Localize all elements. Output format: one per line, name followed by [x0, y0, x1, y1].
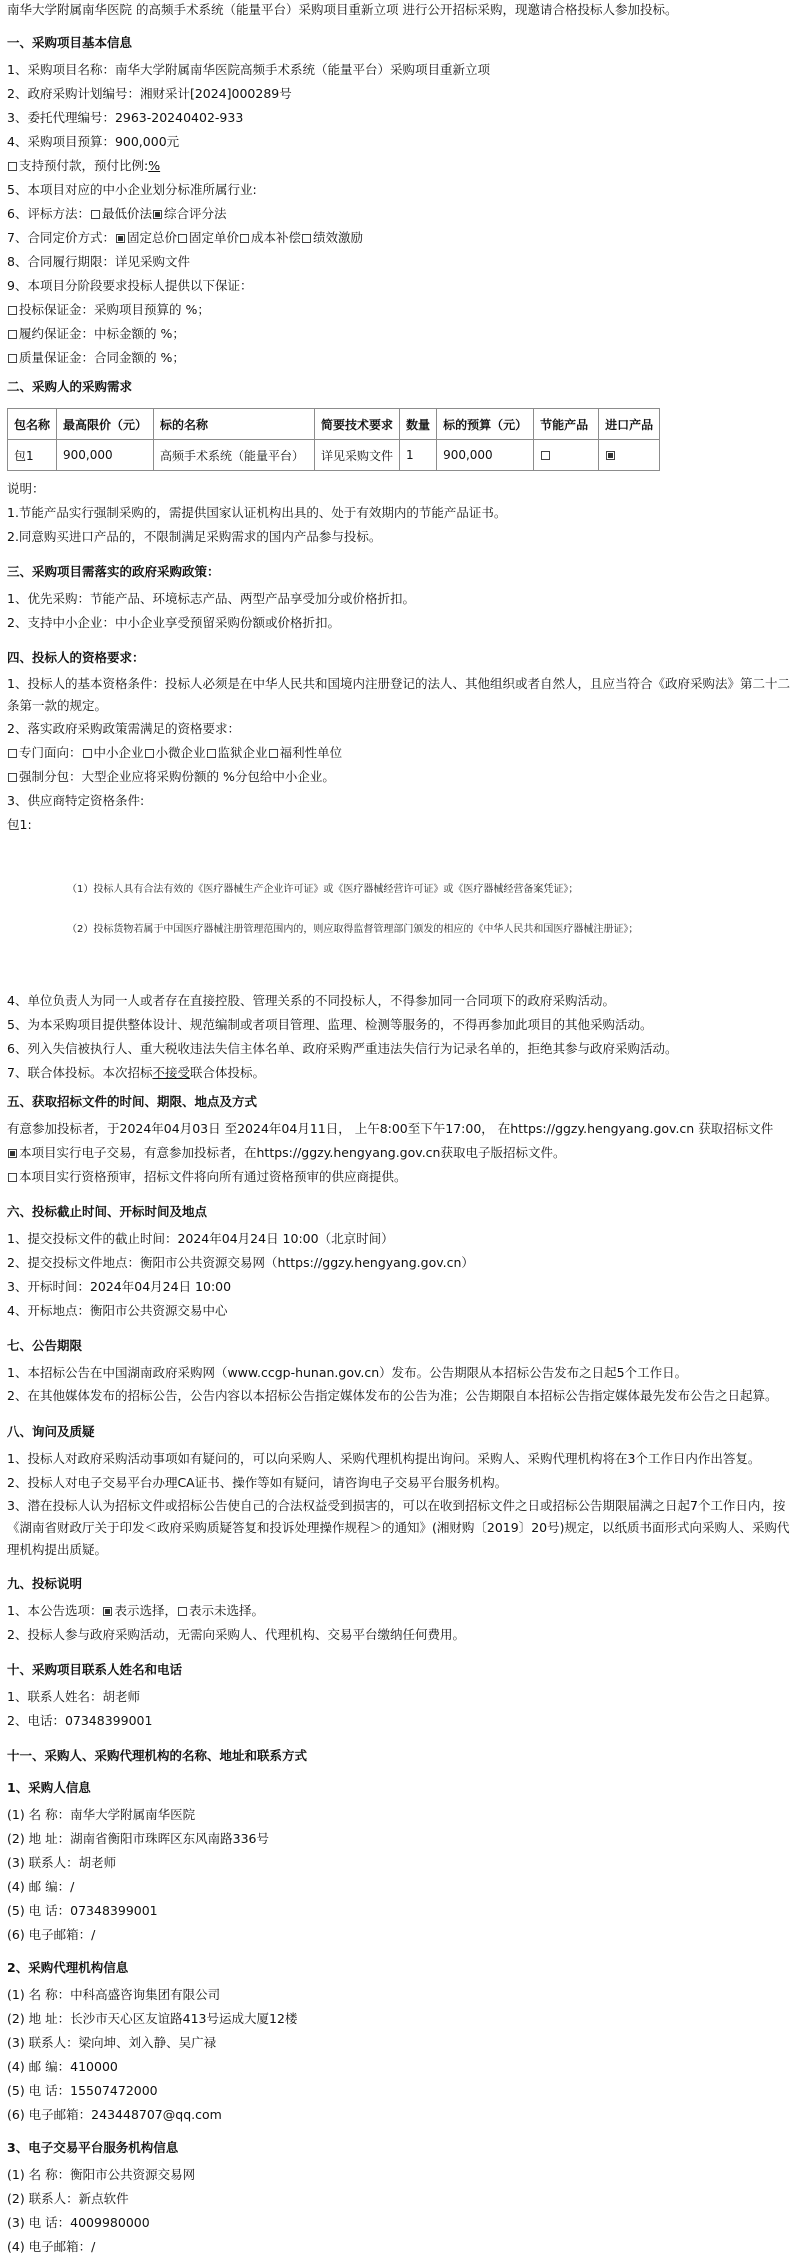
- specific-qual-2: （2）投标货物若属于中国医疗器械注册管理范围内的，则应取得监督管理部门颁发的相应的《中华人民共和国医疗器械注册证》；: [67, 924, 639, 935]
- contract-term: 8、合同履行期限：详见采购文件: [7, 254, 190, 269]
- qual-4: 4、单位负责人为同一人或者存在直接控股、管理关系的不同投标人，不得参加同一合同项下的政府采购活动。: [7, 993, 615, 1008]
- package-label: 包1:: [7, 817, 32, 832]
- agent-contact: (3) 联系人：梁向坤、刘入静、吴广禄: [7, 2035, 217, 2050]
- qual-2: 2、落实政府采购政策需满足的资格要求：: [7, 721, 240, 736]
- special-line: [7, 741, 795, 765]
- special-checkbox[interactable]: [8, 749, 17, 758]
- prepay-value: %: [148, 158, 161, 173]
- prepay-checkbox[interactable]: [8, 162, 17, 171]
- notice-period-1: 1、本招标公告在中国湖南政府采购网（www.ccgp-hunan.gov.cn）发布。公告期限从本招标公告发布之日起5个工作日。: [7, 1365, 688, 1380]
- buyer-contact: (3) 联系人：胡老师: [7, 1855, 117, 1870]
- buyer-address: (2) 地 址：湖南省衡阳市珠晖区东风南路336号: [7, 1831, 270, 1846]
- platform-phone: (3) 电 话：4009980000: [7, 2215, 150, 2230]
- perf-guarantee-line: [7, 322, 795, 346]
- qual-7-pre: 7、联合体投标。本次招标: [7, 1065, 153, 1080]
- col-energy-saving: 节能产品: [534, 409, 599, 440]
- option-legend-pre: 1、本公告选项：: [7, 1603, 103, 1618]
- requirements-table: [7, 408, 660, 471]
- open-location: 4、开标地点：衡阳市公共资源交易中心: [7, 1303, 228, 1318]
- legend-selected-checkbox: [103, 1607, 112, 1616]
- section-4-title: 四、投标人的资格要求：: [7, 650, 145, 665]
- platform-contact: (2) 联系人：新点软件: [7, 2191, 129, 2206]
- buyer-phone: (5) 电 话：07348399001: [7, 1903, 158, 1918]
- perf-guarantee-text: 履约保证金：中标金额的 %；: [19, 326, 185, 341]
- price-opt2: 固定单价: [188, 230, 239, 245]
- agent-info-title: 2、采购代理机构信息: [7, 1960, 129, 1975]
- fixed-total-checkbox[interactable]: [116, 234, 125, 243]
- cell-item-budget: 900,000: [437, 440, 534, 471]
- eval-lowest-price-checkbox[interactable]: [91, 210, 100, 219]
- electronic-checkbox[interactable]: [8, 1149, 17, 1158]
- section-7-title: 七、公告期限: [7, 1338, 83, 1353]
- perf-incentive-checkbox[interactable]: [302, 234, 311, 243]
- note-1: 1.节能产品实行强制采购的，需提供国家认证机构出具的、处于有效期内的节能产品证书。: [7, 505, 507, 520]
- notes-label: 说明：: [7, 481, 45, 496]
- table-row: [8, 440, 660, 471]
- deadline: 1、提交投标文件的截止时间：2024年04月24日 10:00（北京时间）: [7, 1231, 394, 1246]
- col-tech-req: 简要技术要求: [315, 409, 400, 440]
- forced-subcontract-checkbox[interactable]: [8, 773, 17, 782]
- micro-label: 小微企业: [155, 745, 206, 760]
- cell-quantity: 1: [400, 440, 437, 471]
- qual-1: 1、投标人的基本资格条件：投标人必须是在中华人民共和国境内注册登记的法人、其他组织或者自然人，且应当符合《政府采购法》第二十二条第一款的规定。: [7, 676, 790, 713]
- prequal-text: 本项目实行资格预审，招标文件将向所有通过资格预审的供应商提供。: [19, 1169, 407, 1184]
- cell-item-name: 高频手术系统（能量平台）: [154, 440, 315, 471]
- buyer-email: (6) 电子邮箱：/: [7, 1927, 96, 1942]
- imported-checkbox[interactable]: [606, 451, 615, 460]
- qual-7: [7, 1061, 795, 1085]
- legend-unselected-text: 表示未选择。: [188, 1603, 264, 1618]
- cell-imported: [599, 440, 660, 471]
- bid-guarantee-line: [7, 298, 795, 322]
- eval-label: 6、评标方法：: [7, 206, 90, 221]
- welfare-label: 福利性单位: [279, 745, 343, 760]
- col-imported: 进口产品: [599, 409, 660, 440]
- section-6-title: 六、投标截止时间、开标时间及地点: [7, 1204, 208, 1219]
- option-legend: [7, 1599, 795, 1623]
- section-5-title: 五、获取招标文件的时间、期限、地点及方式: [7, 1094, 258, 1109]
- quality-guarantee-text: 质量保证金：合同金额的 %；: [19, 350, 185, 365]
- cell-package: 包1: [8, 440, 57, 471]
- bid-guarantee-text: 投标保证金：采购项目预算的 %；: [19, 302, 210, 317]
- prepay-line: [7, 154, 795, 178]
- spacer: [7, 837, 795, 881]
- prison-checkbox[interactable]: [207, 749, 216, 758]
- section-3-title: 三、采购项目需落实的政府采购政策：: [7, 564, 220, 579]
- cell-max-price: 900,000: [57, 440, 154, 471]
- qual-5: 5、为本采购项目提供整体设计、规范编制或者项目管理、监理、检测等服务的，不得再参加此项目的其他采购活动。: [7, 1017, 653, 1032]
- cell-tech-req: 详见采购文件: [315, 440, 400, 471]
- obtain-docs-line: 有意参加投标者，于2024年04月03日 至2024年04月11日， 上午8:00至下午17:00， 在https://ggzy.hengyang.gov.cn 获取招标文件: [7, 1121, 774, 1136]
- col-max-price: 最高限价（元）: [57, 409, 154, 440]
- section-2-title: 二、采购人的采购需求: [7, 379, 133, 394]
- prepay-label: 支持预付款，预付比例:: [19, 158, 149, 173]
- cell-energy-saving: [534, 440, 599, 471]
- col-item-name: 标的名称: [154, 409, 315, 440]
- eval-opt2: 综合评分法: [163, 206, 227, 221]
- platform-name: (1) 名 称：衡阳市公共资源交易网: [7, 2167, 196, 2182]
- spacer: [7, 899, 795, 921]
- inquiry-1: 1、投标人对政府采购活动事项如有疑问的，可以向采购人、采购代理机构提出询问。采购人、采购代理机构将在3个工作日内作出答复。: [7, 1451, 761, 1466]
- forced-subcontract-text: 强制分包：大型企业应将采购份额的 %分包给中小企业。: [19, 769, 335, 784]
- agent-name: (1) 名 称：中科高盛咨询集团有限公司: [7, 1987, 221, 2002]
- industry-line: 5、本项目对应的中小企业划分标准所属行业:: [7, 182, 257, 197]
- quality-guarantee-line: [7, 346, 795, 370]
- sme-label: 中小企业: [93, 745, 144, 760]
- guarantee-title: 9、本项目分阶段要求投标人提供以下保证：: [7, 278, 253, 293]
- perf-guarantee-checkbox[interactable]: [8, 330, 17, 339]
- col-package: 包名称: [8, 409, 57, 440]
- qual-7-post: 联合体投标。: [189, 1065, 265, 1080]
- project-name: 1、采购项目名称：南华大学附属南华医院高频手术系统（能量平台）采购项目重新立项: [7, 62, 490, 77]
- agent-number: 3、委托代理编号：2963-20240402-933: [7, 110, 244, 125]
- prequal-line: [7, 1165, 795, 1189]
- buyer-name: (1) 名 称：南华大学附属南华医院: [7, 1807, 196, 1822]
- eval-comprehensive-checkbox[interactable]: [153, 210, 162, 219]
- buyer-postcode: (4) 邮 编：/: [7, 1879, 75, 1894]
- prison-label: 监狱企业: [217, 745, 268, 760]
- contact-name: 1、联系人姓名：胡老师: [7, 1689, 140, 1704]
- pricing-line: [7, 226, 795, 250]
- submit-location: 2、提交投标文件地点：衡阳市公共资源交易网（https://ggzy.hengyang.gov.cn）: [7, 1255, 474, 1270]
- table-header-row: [8, 409, 660, 440]
- inquiry-3: 3、潜在投标人认为招标文件或招标公告使自己的合法权益受到损害的，可以在收到招标文件之日或招标公告期限届满之日起7个工作日内，按《湖南省财政厅关于印发＜政府采购质疑答复和投诉处理操作规程＞的通知》(湘财购〔2019〕20号)规定，以纸质书面形式向采购人、采购代理机构提出质疑。: [7, 1498, 790, 1557]
- contact-phone: 2、电话：07348399001: [7, 1713, 153, 1728]
- legend-selected-text: 表示选择，: [114, 1603, 177, 1618]
- agent-phone: (5) 电 话：15507472000: [7, 2083, 158, 2098]
- eval-opt1: 最低价法: [101, 206, 152, 221]
- fixed-unit-checkbox[interactable]: [178, 234, 187, 243]
- open-time: 3、开标时间：2024年04月24日 10:00: [7, 1279, 232, 1294]
- col-quantity: 数量: [400, 409, 437, 440]
- buyer-info-title: 1、采购人信息: [7, 1780, 91, 1795]
- sme-checkbox[interactable]: [83, 749, 92, 758]
- price-label: 7、合同定价方式：: [7, 230, 115, 245]
- price-opt1: 固定总价: [126, 230, 177, 245]
- section-10-title: 十、采购项目联系人姓名和电话: [7, 1662, 183, 1677]
- specific-qual-1: （1）投标人具有合法有效的《医疗器械生产企业许可证》或《医疗器械经营许可证》或《医疗器械经营备案凭证》；: [67, 884, 579, 895]
- project-budget: 4、采购项目预算：900,000元: [7, 134, 180, 149]
- price-opt3: 成本补偿: [251, 230, 302, 245]
- policy-2: 2、支持中小企业：中小企业享受预留采购份额或价格折扣。: [7, 615, 340, 630]
- eval-method-line: [7, 202, 795, 226]
- electronic-line: [7, 1141, 795, 1165]
- forced-subcontract-line: [7, 765, 795, 789]
- intro-text: 南华大学附属南华医院 的高频手术系统（能量平台）采购项目重新立项 进行公开招标采购，现邀请合格投标人参加投标。: [7, 2, 678, 17]
- bid-guarantee-checkbox[interactable]: [8, 306, 17, 315]
- electronic-text: 本项目实行电子交易，有意参加投标者，在https://ggzy.hengyang.gov.cn获取电子版招标文件。: [19, 1145, 566, 1160]
- agent-address: (2) 地 址：长沙市天心区友谊路413号运成大厦12楼: [7, 2011, 298, 2026]
- micro-checkbox[interactable]: [145, 749, 154, 758]
- policy-1: 1、优先采购：节能产品、环境标志产品、两型产品享受加分或价格折扣。: [7, 591, 415, 606]
- section-9-title: 九、投标说明: [7, 1576, 83, 1591]
- special-label: 专门面向：: [19, 745, 82, 760]
- platform-info-title: 3、电子交易平台服务机构信息: [7, 2140, 179, 2155]
- col-item-budget: 标的预算（元）: [437, 409, 534, 440]
- qual-3: 3、供应商特定资格条件:: [7, 793, 145, 808]
- spacer: [7, 939, 795, 989]
- plan-number: 2、政府采购计划编号：湘财采计[2024]000289号: [7, 86, 292, 101]
- section-1-title: 一、采购项目基本信息: [7, 35, 133, 50]
- cost-comp-checkbox[interactable]: [240, 234, 249, 243]
- legend-unselected-checkbox: [178, 1607, 187, 1616]
- notice-period-2: 2、在其他媒体发布的招标公告，公告内容以本招标公告指定媒体发布的公告为准；公告期限自本招标公告指定媒体最先发布公告之日起算。: [7, 1388, 778, 1403]
- prequal-checkbox[interactable]: [8, 1173, 17, 1182]
- no-fees: 2、投标人参与政府采购活动，无需向采购人、代理机构、交易平台缴纳任何费用。: [7, 1627, 465, 1642]
- inquiry-2: 2、投标人对电子交易平台办理CA证书、操作等如有疑问，请咨询电子交易平台服务机构。: [7, 1475, 508, 1490]
- note-2: 2.同意购买进口产品的，不限制满足采购需求的国内产品参与投标。: [7, 529, 382, 544]
- section-11-title: 十一、采购人、采购代理机构的名称、地址和联系方式: [7, 1748, 308, 1763]
- quality-guarantee-checkbox[interactable]: [8, 354, 17, 363]
- agent-email: (6) 电子邮箱：243448707@qq.com: [7, 2107, 222, 2122]
- platform-email: (4) 电子邮箱：/: [7, 2239, 96, 2254]
- qual-7-choice: 不接受: [152, 1065, 190, 1080]
- section-8-title: 八、询问及质疑: [7, 1424, 95, 1439]
- price-opt4: 绩效激励: [313, 230, 364, 245]
- agent-postcode: (4) 邮 编：410000: [7, 2059, 118, 2074]
- energy-saving-checkbox[interactable]: [541, 451, 550, 460]
- qual-6: 6、列入失信被执行人、重大税收违法失信主体名单、政府采购严重违法失信行为记录名单的，拒绝其参与政府采购活动。: [7, 1041, 678, 1056]
- welfare-checkbox[interactable]: [269, 749, 278, 758]
